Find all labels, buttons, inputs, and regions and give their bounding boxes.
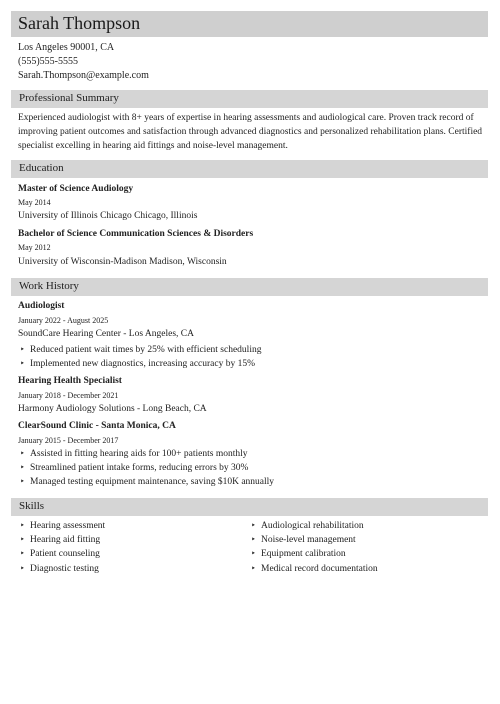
bullet-icon: ‣	[20, 449, 25, 458]
job-date: January 2015 - December 2017	[18, 436, 119, 445]
candidate-name: Sarah Thompson	[18, 13, 141, 33]
skill-item	[18, 521, 105, 531]
education-school: University of Wisconsin-Madison Madison, Wisconsin	[18, 257, 227, 267]
skill-item	[249, 535, 356, 545]
contact-address: Los Angeles 90001, CA	[18, 42, 115, 53]
work-title: Work History	[19, 280, 79, 292]
bullet-icon: ‣	[20, 463, 25, 472]
skill-text: Noise-level management	[261, 535, 356, 545]
education-degree: Master of Science Audiology	[18, 184, 134, 194]
job-bullet-text: Implemented new diagnostics, increasing accuracy by 15%	[30, 359, 256, 369]
job-title: Audiologist	[18, 301, 65, 311]
bullet-icon: ‣	[20, 521, 25, 530]
bullet-icon: ‣	[251, 564, 256, 573]
skill-item	[18, 549, 100, 559]
education-degree: Bachelor of Science Communication Sciences & Disorders	[18, 229, 254, 239]
bullet-icon: ‣	[251, 535, 256, 544]
skill-text: Patient counseling	[30, 549, 100, 559]
skill-item	[18, 564, 99, 574]
skills-title: Skills	[19, 500, 45, 512]
skill-item	[249, 564, 378, 574]
education-title: Education	[19, 162, 64, 174]
name-header	[11, 11, 488, 37]
bullet-icon: ‣	[20, 549, 25, 558]
job-date: January 2018 - December 2021	[18, 391, 119, 400]
summary-title: Professional Summary	[19, 92, 119, 104]
job-bullet-text: Assisted in fitting hearing aids for 100+ patients monthly	[30, 449, 248, 459]
job-company: Harmony Audiology Solutions - Long Beach, CA	[18, 404, 207, 414]
skills-section-header	[11, 498, 488, 516]
job-bullet	[18, 449, 248, 459]
work-section-header	[11, 278, 488, 296]
skill-text: Medical record documentation	[261, 564, 378, 574]
job-bullet	[18, 463, 248, 473]
job-bullet-text: Reduced patient wait times by 25% with efficient scheduling	[30, 345, 262, 355]
education-section-header	[11, 160, 488, 178]
bullet-icon: ‣	[20, 535, 25, 544]
bullet-icon: ‣	[20, 359, 25, 368]
job-title: ClearSound Clinic - Santa Monica, CA	[18, 421, 176, 431]
skill-text: Equipment calibration	[261, 549, 346, 559]
job-bullet-text: Streamlined patient intake forms, reducing errors by 30%	[30, 463, 249, 473]
bullet-icon: ‣	[20, 564, 25, 573]
job-bullet	[18, 359, 255, 369]
bullet-icon: ‣	[251, 521, 256, 530]
job-title: Hearing Health Specialist	[18, 376, 122, 386]
education-school: University of Illinois Chicago Chicago, Illinois	[18, 211, 198, 221]
skill-text: Audiological rehabilitation	[261, 521, 364, 531]
education-date: May 2012	[18, 243, 51, 252]
summary-text: Experienced audiologist with 8+ years of expertise in hearing assessments and audiological care. Proven track record of improving patient outcomes and satisfaction through advanced diagnostics and personalized rehabilitation plans. Certified specialist excelling in hearing aid fittings and noise-level management.	[18, 113, 483, 151]
skill-text: Hearing assessment	[30, 521, 106, 531]
summary-section-header	[11, 90, 488, 108]
skill-item	[249, 521, 364, 531]
job-bullet	[18, 345, 261, 355]
job-date: January 2022 - August 2025	[18, 316, 109, 325]
job-bullet-text: Managed testing equipment maintenance, saving $10K annually	[30, 477, 275, 487]
bullet-icon: ‣	[20, 345, 25, 354]
bullet-icon: ‣	[251, 549, 256, 558]
job-bullet	[18, 477, 274, 487]
education-date: May 2014	[18, 198, 51, 207]
job-company: SoundCare Hearing Center - Los Angeles, CA	[18, 329, 194, 339]
skill-item	[249, 549, 346, 559]
skill-item	[18, 535, 100, 545]
skill-text: Hearing aid fitting	[30, 535, 101, 545]
contact-email: Sarah.Thompson@example.com	[18, 70, 149, 81]
skill-text: Diagnostic testing	[30, 564, 99, 574]
bullet-icon: ‣	[20, 477, 25, 486]
contact-phone: (555)555-5555	[18, 56, 78, 67]
